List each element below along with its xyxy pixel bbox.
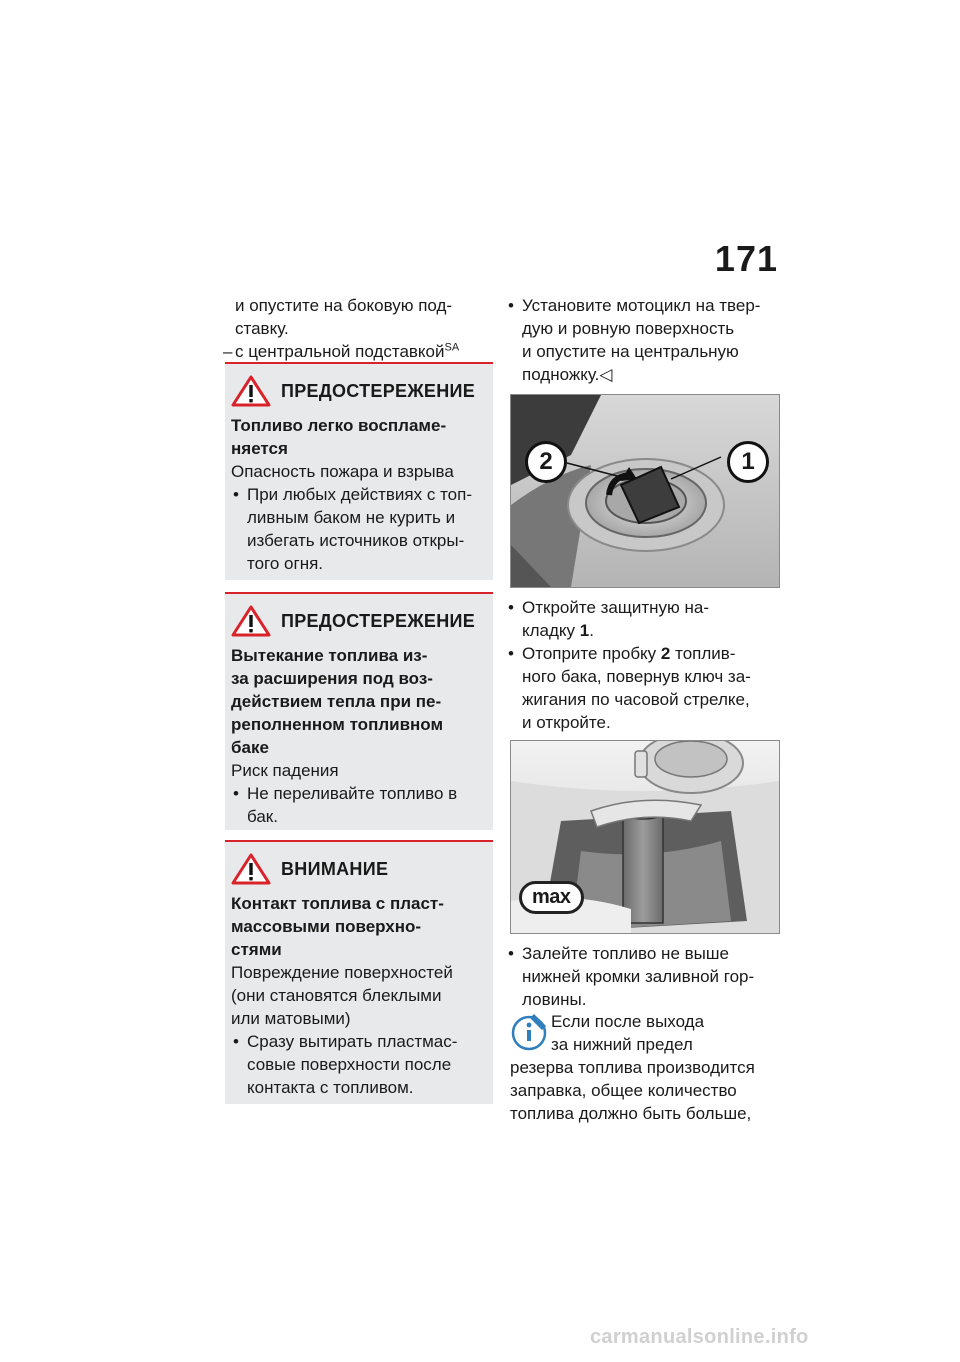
step-line: кладку	[522, 621, 580, 640]
bullet-line: • При любых действиях с топ-	[247, 485, 472, 504]
info-icon	[510, 1012, 548, 1052]
step-line: жигания по часовой стрелке,	[522, 690, 750, 709]
callout-1: 1	[727, 441, 769, 483]
warning-subtitle: за расширения под воз-	[231, 669, 433, 688]
intro-line: и опустите на боковую под-	[235, 296, 453, 315]
warning-subtitle: стями	[231, 940, 282, 959]
warning-triangle-icon	[231, 375, 271, 407]
watermark: carmanualsonline.info	[590, 1326, 809, 1348]
bullet-line: избегать источников откры-	[247, 531, 465, 550]
warning-body	[225, 408, 493, 585]
step-bullet	[508, 294, 784, 386]
step-bullet	[508, 642, 784, 734]
step-line: нижней кромки заливной гор-	[522, 967, 755, 986]
bullet-line: того огня.	[247, 554, 324, 573]
bullet-line: бак.	[247, 807, 278, 826]
left-intro	[225, 294, 493, 363]
bullet-line: контакта с топливом.	[247, 1078, 414, 1097]
intro-line: ставку.	[235, 319, 289, 338]
max-label: max	[519, 881, 584, 914]
warning-subtitle: массовыми поверхно-	[231, 917, 422, 936]
warning-triangle-icon	[231, 853, 271, 885]
end-mark: ◁	[599, 365, 613, 384]
step-line: • Откройте защитную на-	[522, 598, 710, 617]
note-line: за нижний предел	[551, 1035, 693, 1054]
warning-header	[225, 842, 493, 886]
bullet-line: совые поверхности после	[247, 1055, 452, 1074]
page-number: 171	[714, 238, 778, 279]
note-body	[510, 1056, 786, 1125]
step-stand	[508, 294, 784, 386]
warning-box-plastic	[225, 840, 493, 1104]
warning-risk: или матовыми)	[231, 1009, 351, 1028]
warning-body	[225, 886, 493, 1109]
note-line: заправка, общее количество	[510, 1081, 737, 1100]
warning-bullet	[231, 483, 485, 575]
ref-1: 1	[579, 621, 590, 640]
warning-risk: Риск падения	[231, 761, 339, 780]
central-stand-item	[225, 340, 493, 363]
ref-2: 2	[660, 644, 671, 663]
step-line: .	[589, 621, 594, 640]
callout-2: 2	[525, 441, 567, 483]
note-line: Если после выхода	[551, 1012, 705, 1031]
step-line: • Залейте топливо не выше	[522, 944, 729, 963]
warning-risk: (они становятся блеклыми	[231, 986, 442, 1005]
warning-box-fire	[225, 362, 493, 580]
step-line: ного бака, повернув ключ за-	[522, 667, 751, 686]
note-top	[551, 1010, 781, 1056]
warning-title: ВНИМАНИЕ	[281, 858, 389, 879]
warning-bullet	[231, 782, 485, 828]
warning-subtitle: баке	[231, 738, 269, 757]
warning-subtitle: Топливо легко воспламе-	[231, 416, 447, 435]
warning-subtitle: Вытекание топлива из-	[231, 646, 428, 665]
warning-subtitle: няется	[231, 439, 288, 458]
warning-header	[225, 594, 493, 638]
step-bullet	[508, 596, 784, 642]
warning-risk: Повреждение поверхностей	[231, 963, 453, 982]
bullet-line: ливным баком не курить и	[247, 508, 456, 527]
step-fill	[508, 942, 784, 1011]
warning-triangle-icon	[231, 605, 271, 637]
step-line: топлив-	[670, 644, 736, 663]
note-line: резерва топлива производится	[510, 1058, 755, 1077]
step-bullet	[508, 942, 784, 1011]
fuel-cap-illustration	[511, 395, 779, 587]
sa-marker: SA	[444, 341, 460, 354]
step-line: и откройте.	[522, 713, 611, 732]
warning-title: ПРЕДОСТЕРЕЖЕНИЕ	[281, 380, 476, 401]
warning-header	[225, 364, 493, 408]
warning-risk: Опасность пожара и взрыва	[231, 462, 454, 481]
bullet-line: • Не переливайте топливо в	[247, 784, 458, 803]
warning-bullet	[231, 1030, 485, 1099]
warning-box-overflow	[225, 592, 493, 830]
warning-subtitle: Контакт топлива с пласт-	[231, 894, 444, 913]
step-line: подножку.	[522, 365, 600, 384]
figure-tank-max	[510, 740, 780, 934]
warning-title: ПРЕДОСТЕРЕЖЕНИЕ	[281, 610, 476, 631]
warning-subtitle: реполненном топливном	[231, 715, 444, 734]
central-stand-text: с центральной подставкой	[235, 342, 445, 361]
bullet-line: • Сразу вытирать пластмас-	[247, 1032, 458, 1051]
steps-open	[508, 596, 784, 734]
step-line: и опустите на центральную	[522, 342, 739, 361]
note-line: топлива должно быть больше,	[510, 1104, 752, 1123]
step-line: • Установите мотоцикл на твер-	[522, 296, 761, 315]
step-line: ловины.	[522, 990, 587, 1009]
warning-body	[225, 638, 493, 838]
warning-subtitle: действием тепла при пе-	[231, 692, 442, 711]
step-line: Отоприте пробку	[522, 644, 661, 663]
figure-fuel-cap	[510, 394, 780, 588]
step-line: дую и ровную поверхность	[522, 319, 735, 338]
